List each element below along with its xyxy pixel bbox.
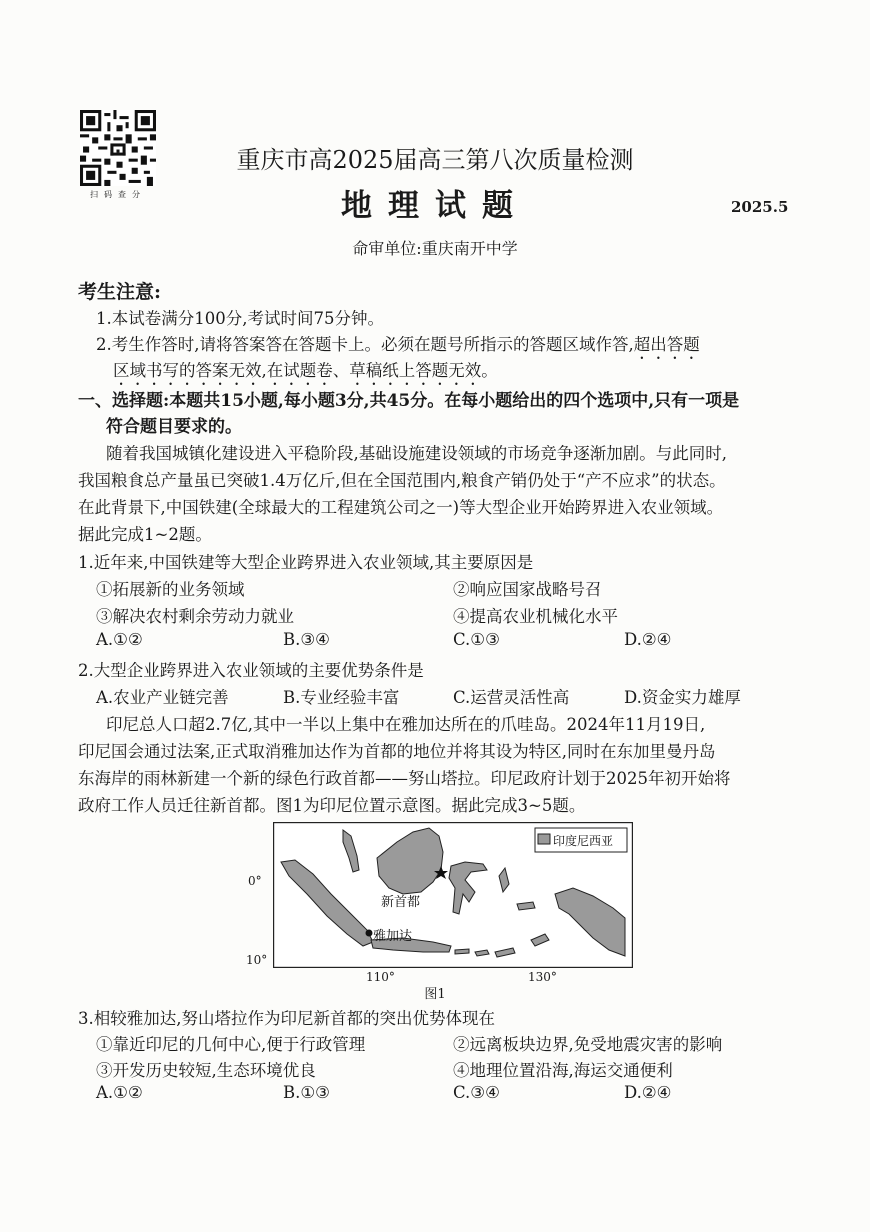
passage1-line: 据此完成1~2题。 [78,525,212,544]
lat-0-label: 0° [248,874,262,888]
passage2-line: 印尼国会通过法案,正式取消雅加达作为首都的地位并将其设为特区,同时在东加里曼丹岛 [78,742,716,761]
notice-item-1: 1.本试卷满分100分,考试时间75分钟。 [96,309,384,328]
q1-statement-1: ①拓展新的业务领域 [96,580,245,599]
q1-option-b[interactable]: B.③④ [283,630,330,649]
q3-statement-3: ③开发历史较短,生态环境优良 [96,1061,316,1080]
notice-item-2-cont: 区域书写的答案无效,在试题卷、草稿纸上答题无效。 [113,361,498,380]
lon-110-label: 110° [366,970,395,984]
passage2-line: 东海岸的雨林新建一个新的绿色行政首都——努山塔拉。印尼政府计划于2025年初开始将 [78,769,731,788]
q2-option-c[interactable]: C.运营灵活性高 [453,688,570,707]
q1-statement-3: ③解决农村剩余劳动力就业 [96,607,294,626]
passage2-line: 印尼总人口超2.7亿,其中一半以上集中在雅加达所在的爪哇岛。2024年11月19日, [106,715,706,734]
legend-label: 印度尼西亚 [553,834,614,848]
q3-option-d[interactable]: D.②④ [624,1083,672,1102]
section-heading-cont: 符合题目要求的。 [106,417,242,437]
q3-statement-2: ②远离板块边界,免受地震灾害的影响 [453,1035,723,1054]
subject-title: 地理试题 [341,188,529,224]
passage1-line: 随着我国城镇化建设进入平稳阶段,基础设施建设领域的市场竞争逐渐加剧。与此同时, [106,444,727,463]
exam-date: 2025.5 [731,198,789,216]
figure-label: 图1 [424,987,446,1002]
jakarta-label: 雅加达 [373,929,413,944]
legend-swatch [538,834,550,844]
passage1-line: 我国粮食总产量虽已突破1.4万亿斤,但在全国范围内,粮食产销仍处于“产不应求”的状态。 [78,471,726,490]
q2-option-a[interactable]: A.农业产业链完善 [96,688,229,707]
author-unit: 命审单位:重庆南开中学 [352,239,518,258]
exam-title: 重庆市高2025届高三第八次质量检测 [236,146,634,174]
q1-stem: 1.近年来,中国铁建等大型企业跨界进入农业领域,其主要原因是 [78,553,534,572]
q2-option-d[interactable]: D.资金实力雄厚 [624,688,741,707]
jakarta-marker [366,930,373,937]
q1-option-d[interactable]: D.②④ [624,630,672,649]
q3-option-c[interactable]: C.③④ [453,1083,500,1102]
q2-stem: 2.大型企业跨界进入农业领域的主要优势条件是 [78,661,424,680]
lon-130-label: 130° [528,970,557,984]
notice-emphasis-1: 超出答题 [633,335,700,354]
passage2-line: 政府工作人员迁往新首都。图1为印尼位置示意图。据此完成3~5题。 [78,796,586,815]
q3-statement-4: ④地理位置沿海,海运交通便利 [453,1061,673,1080]
q3-stem: 3.相较雅加达,努山塔拉作为印尼新首都的突出优势体现在 [78,1009,495,1028]
notice-title: 考生注意: [78,281,162,303]
lat-10-label: 10° [246,953,268,967]
passage1-line: 在此背景下,中国铁建(全球最大的工程建筑公司之一)等大型企业开始跨界进入农业领域。 [78,498,724,517]
q1-statement-2: ②响应国家战略号召 [453,580,602,599]
indonesia-map [273,822,633,968]
q3-option-b[interactable]: B.①③ [283,1083,330,1102]
q3-statement-1: ①靠近印尼的几何中心,便于行政管理 [96,1035,366,1054]
notice-item-2-text: 2.考生作答时,请将答案答在答题卡上。必须在题号所指示的答题区域作答, [96,335,634,354]
new-capital-label: 新首都 [381,895,421,910]
q1-statement-4: ④提高农业机械化水平 [453,607,618,626]
section-heading: 一、选择题:本题共15小题,每小题3分,共45分。在每小题给出的四个选项中,只有一项是 [78,391,740,411]
q1-option-a[interactable]: A.①② [96,630,143,649]
qr-caption: 扫码查分 [90,190,146,199]
q2-option-b[interactable]: B.专业经验丰富 [283,688,400,707]
q3-option-a[interactable]: A.①② [96,1083,143,1102]
q1-option-c[interactable]: C.①③ [453,630,500,649]
